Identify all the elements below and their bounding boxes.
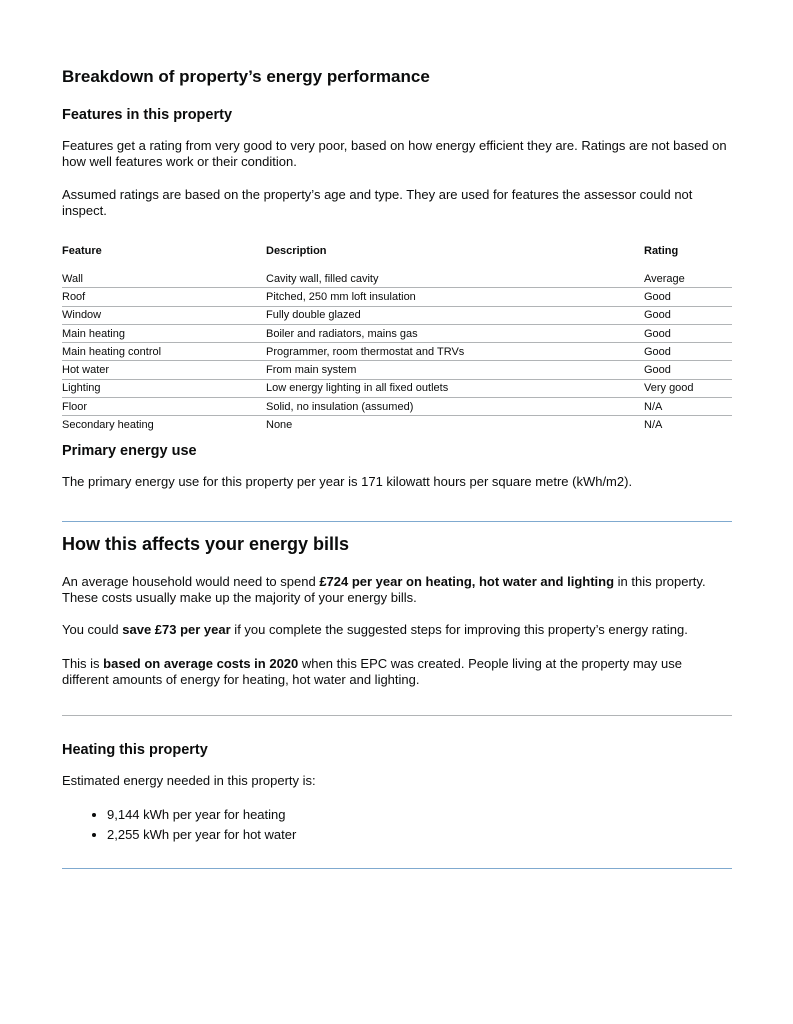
section-divider xyxy=(62,868,732,869)
energy-needed-list xyxy=(62,805,296,845)
bills-cost-basis-text: This is based on average costs in 2020 when this EPC was created. People living at the property may use different amounts of energy for heating, hot water and lighting. xyxy=(62,656,682,687)
rating-cell: Good xyxy=(644,324,732,342)
rating-cell: Good xyxy=(644,306,732,324)
section-divider xyxy=(62,715,732,716)
description-cell: Programmer, room thermostat and TRVs xyxy=(266,343,644,361)
feature-cell: Lighting xyxy=(62,379,266,397)
heating-heading: Heating this property xyxy=(62,742,208,758)
column-header-rating: Rating xyxy=(644,245,679,257)
rating-cell: Average xyxy=(644,270,732,288)
primary-energy-text: The primary energy use for this property per year is 171 kilowatt hours per square metre (kWh/m2). xyxy=(62,474,633,489)
rating-cell: Good xyxy=(644,361,732,379)
rating-cell: Good xyxy=(644,288,732,306)
rating-cell: N/A xyxy=(644,398,732,416)
table-row xyxy=(62,398,732,416)
feature-cell: Window xyxy=(62,306,266,324)
table-header-row xyxy=(62,241,732,261)
description-cell: Cavity wall, filled cavity xyxy=(266,270,644,288)
bills-average-cost-text: An average household would need to spend £724 per year on heating, hot water and lighting in this property. These costs usually make up the majority of your energy bills. xyxy=(62,574,706,605)
description-cell: Fully double glazed xyxy=(266,306,644,324)
description-cell: Boiler and radiators, mains gas xyxy=(266,324,644,342)
cost-basis-highlight: based on average costs in 2020 xyxy=(103,656,299,671)
rating-cell: N/A xyxy=(644,419,663,432)
breakdown-title: Breakdown of property’s energy performance xyxy=(62,67,430,86)
bills-savings-text: You could save £73 per year if you complete the suggested steps for improving this property’s energy rating. xyxy=(62,622,688,637)
table-row xyxy=(62,288,732,306)
table-row xyxy=(62,343,732,361)
table-row xyxy=(62,324,732,342)
table-row xyxy=(62,379,732,397)
primary-energy-heading: Primary energy use xyxy=(62,443,197,459)
feature-cell: Wall xyxy=(62,270,266,288)
feature-cell: Main heating xyxy=(62,324,266,342)
description-cell: From main system xyxy=(266,361,644,379)
assumed-ratings-note: Assumed ratings are based on the property’s age and type. They are used for features the assessor could not inspect. xyxy=(62,187,693,218)
table-row xyxy=(62,416,732,434)
features-heading: Features in this property xyxy=(62,107,233,123)
savings-highlight: save £73 per year xyxy=(122,622,231,637)
feature-cell: Main heating control xyxy=(62,343,266,361)
description-cell: None xyxy=(266,419,293,432)
heating-intro: Estimated energy needed in this property is: xyxy=(62,773,316,788)
description-cell: Low energy lighting in all fixed outlets xyxy=(266,379,644,397)
column-header-description: Description xyxy=(266,245,327,257)
table-row xyxy=(62,270,732,288)
rating-cell: Very good xyxy=(644,379,732,397)
features-intro: Features get a rating from very good to very poor, based on how energy efficient they are. Ratings are not based on how well features work or their condition. xyxy=(62,138,727,169)
feature-cell: Hot water xyxy=(62,361,266,379)
list-item: • 2,255 kWh per year for hot water xyxy=(107,825,296,845)
section-divider xyxy=(62,521,732,522)
list-item: • 9,144 kWh per year for heating xyxy=(107,805,296,825)
feature-cell: Roof xyxy=(62,288,266,306)
rating-cell: Good xyxy=(644,343,732,361)
average-cost-highlight: £724 per year on heating, hot water and lighting xyxy=(319,574,615,589)
features-table xyxy=(62,241,732,434)
table-row xyxy=(62,361,732,379)
feature-cell: Floor xyxy=(62,398,266,416)
description-cell: Pitched, 250 mm loft insulation xyxy=(266,288,644,306)
bills-title: How this affects your energy bills xyxy=(62,534,350,554)
feature-cell: Secondary heating xyxy=(62,419,154,432)
table-row xyxy=(62,306,732,324)
column-header-feature: Feature xyxy=(62,245,102,257)
description-cell: Solid, no insulation (assumed) xyxy=(266,398,644,416)
